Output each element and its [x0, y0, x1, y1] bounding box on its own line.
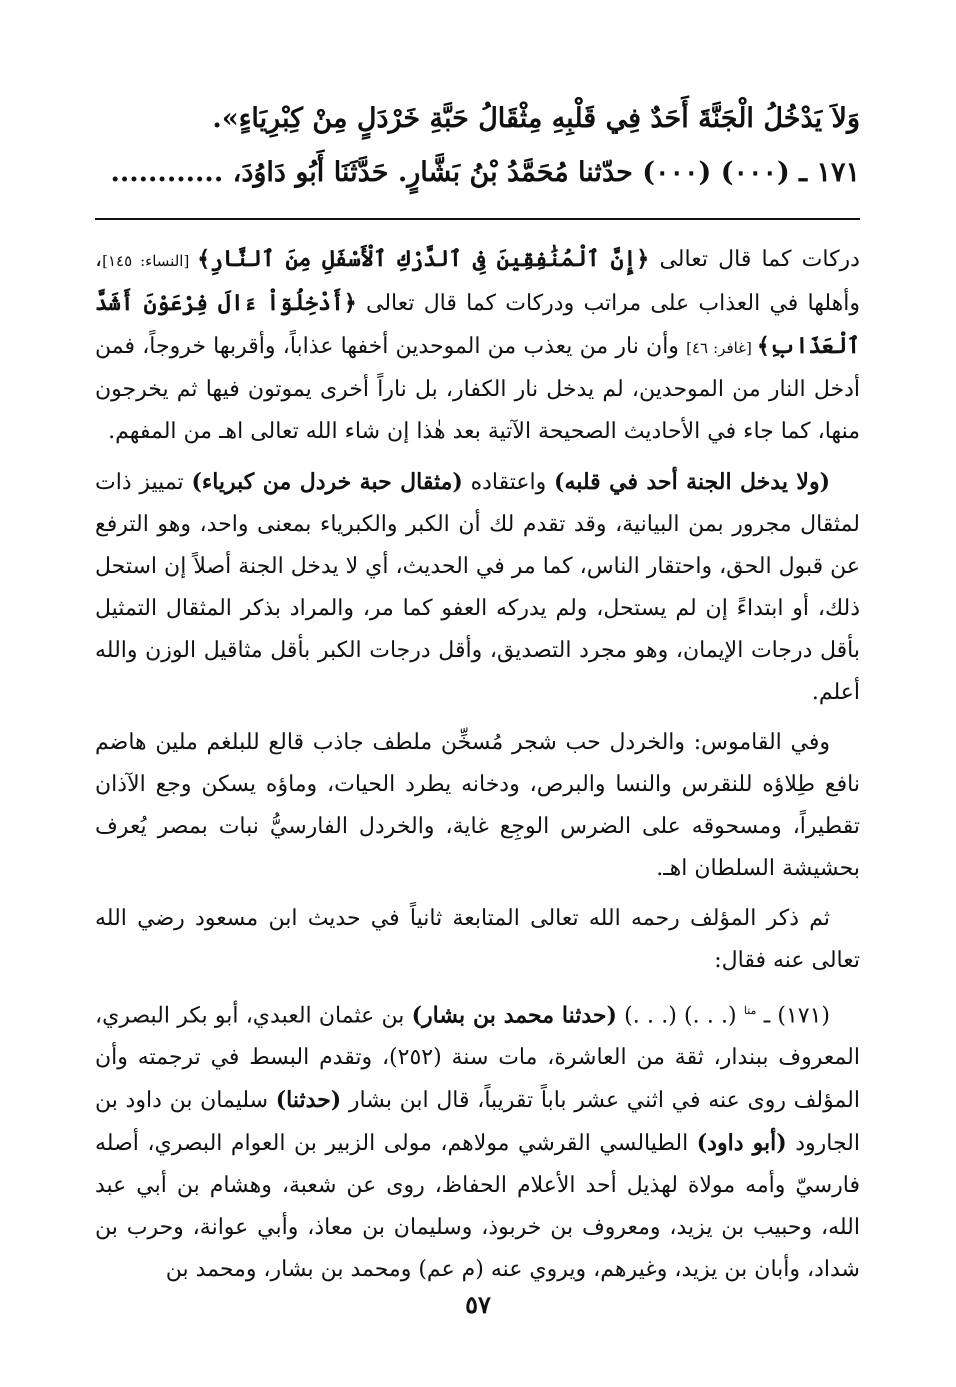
hadith-line-2: ١٧١ ـ (٠٠٠) (٠٠٠) حدّثنا مُحَمَّدُ بْنُ بَشَّارٍ. حَدَّثَنَا أَبُو دَاوُدَ، ............ [110, 157, 860, 188]
separator-rule [95, 218, 860, 220]
hadith-text [95, 92, 860, 200]
text-run: بن عثمان العبدي، أبو بكر البصري، المعروف ببندار، ثقة من العاشرة، مات سنة (٢٥٢)، وتقدم البسط في ترجمته وأن المؤلف روى عنه في اثني عشر باباً تقريباً، قال ابن بشار [95, 1003, 861, 1114]
commentary-paragraph-2 [95, 461, 860, 714]
commentary-paragraph-4: ثم ذكر المؤلف رحمه الله تعالى المتابعة ثانياً في حديث ابن مسعود رضي الله تعالى عنه فقال: [95, 906, 860, 973]
text-run: سليمان بن داود بن الجارود [95, 1088, 860, 1157]
superscript-mark: متا [743, 1004, 757, 1017]
text-run: (. . .) (. . .) [616, 1003, 744, 1029]
text-run: واعتقاده [462, 470, 555, 495]
quoted-phrase: (حدثنا محمد بن بشار) [411, 1002, 617, 1029]
verse-reference: [النساء: ١٤٥] [102, 252, 198, 270]
page-number: ٥٧ [465, 1290, 491, 1319]
text-run: تمييز ذات لمثقال مجرور بمن البيانية، وقد تقدم لك أن الكبر والكبرياء بمعنى واحد، وهو الترفع عن قبول الحق، واحتقار الناس، كما مر في الحديث، أي لا يدخل الجنة أصلاً إن استحل ذلك، أو ابتداءً إن لم يستحل، ولم يدركه العفو كما مر، والمراد بذكر المثقال التمثيل بأقل درجات الإيمان، وهو مجرد التصديق، وأقل درجات الكبر بأقل مثاقيل الوزن والله أعلم. [95, 470, 860, 705]
quoted-phrase: (ولا يدخل الجنة أحد في قلبه) [554, 469, 831, 495]
text-run: وأن نار من يعذب من الموحدين أخفها عذاباً، وأقربها خروجاً، فمن أدخل النار من الموحدين، لم يدخل نار الكفار، بل ناراً أخرى يموتون فيها ثم يخرجون منها، كما جاء في الأحاديث الصحيحة الآتية بعد هٰذا إن شاء الله تعالى اهـ من المفهم. [95, 334, 860, 444]
text-run: (١٧١) ـ [756, 1003, 831, 1029]
hadith-line-1: وَلاَ يَدْخُلُ الْجَنَّةَ أَحَدٌ فِي قَلْبِهِ مِثْقَالُ حَبَّةِ خَرْدَلٍ مِنْ كِبْرِيَاءٍ». [212, 103, 860, 134]
commentary-paragraph-3: وفي القاموس: والخردل حب شجر مُسخِّن ملطف جاذب قالع للبلغم ملين هاضم نافع طِلاؤه للنقرس والنسا والبرص، ودخانه يطرد الحيات، وماؤه يسكن وجع الآذان تقطيراً، ومسحوقه على الضرس الوجِع غاية، والخردل الفارسيُّ نبات بمصر يُعرف بحشيشة السلطان اهـ. [95, 730, 860, 881]
quran-verse: ﴿إِنَّ ٱلْمُنَٰفِقِينَ فِى ٱلدَّرْكِ ٱلْأَسْفَلِ مِنَ ٱلنَّارِ﴾ [197, 246, 650, 272]
commentary-paragraph-5 [95, 990, 860, 1291]
quran-verse: ﴿أَدْخِلُوٓاْ ءَالَ فِرْعَوْنَ أَشَدَّ ٱلْعَذَابِ﴾ [95, 290, 860, 359]
text-run: دركات كما قال تعالى [649, 247, 860, 272]
quoted-phrase: (أبو داود) [696, 1130, 787, 1157]
commentary-text [95, 238, 860, 1299]
text-run: الطيالسي القرشي مولاهم، مولى الزبير بن العوام البصري، أصله فارسيّ وأمه مولاة لهذيل أحد الأعلام الحفاظ، روى عن شعبة، وهشام بن أبي عبد الله، وحبيب بن يزيد، ومعروف بن خربوذ، وسليمان بن معاذ، وأبي عوانة، وحرب بن شداد، وأبان بن يزيد، وغيرهم، ويروي عنه (م عم) ومحمد بن بشار، ومحمد بن [95, 1131, 860, 1283]
quoted-phrase: (مثقال حبة خردل من كبرياء) [191, 469, 463, 495]
quoted-phrase: (حدثنا) [275, 1087, 342, 1114]
commentary-paragraph-1 [95, 238, 860, 453]
text-run: ، وأهلها في العذاب على مراتب ودركات كما قال تعالى [95, 247, 861, 316]
verse-reference: [غافر: ٤٦] [686, 339, 757, 357]
